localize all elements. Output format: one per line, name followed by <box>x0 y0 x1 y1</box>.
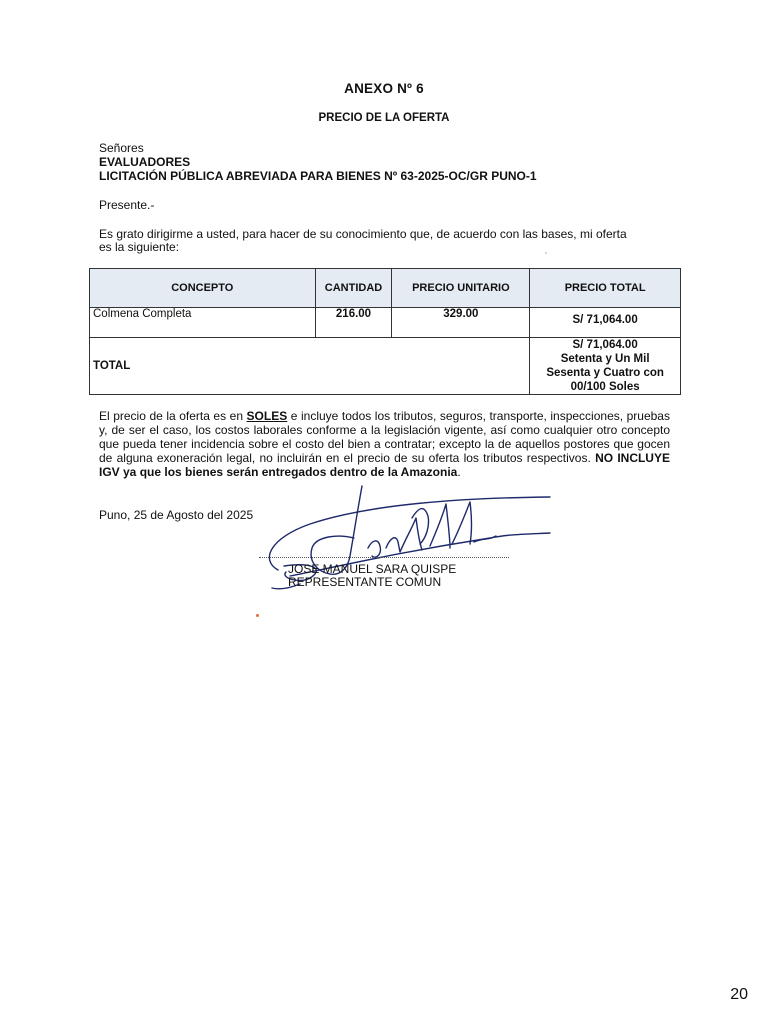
total-words-1: Setenta y Un Mil <box>560 353 650 365</box>
intro-line-1: Es grato dirigirme a usted, para hacer de su conocimiento que, de acuerdo con las bases, mi oferta <box>99 227 627 241</box>
signer-block <box>288 563 456 589</box>
signer-role: REPRESENTANTE COMUN <box>288 575 442 589</box>
header-precio-total: PRECIO TOTAL <box>530 269 681 308</box>
scan-speck <box>256 614 259 617</box>
cell-concepto: Colmena Completa <box>90 308 316 338</box>
tender-reference: LICITACIÓN PÚBLICA ABREVIADA PARA BIENES Nº 63-2025-OC/GR PUNO-1 <box>99 169 537 183</box>
intro-line-2: es la siguiente: <box>99 240 180 254</box>
header-cantidad: CANTIDAD <box>315 269 392 308</box>
total-words-2: Sesenta y Cuatro con <box>546 367 664 379</box>
terms-end: . <box>457 465 461 479</box>
terms-part-2: e incluye todos los tributos, seguros, transporte, inspecciones, pruebas y, de ser el caso, los costos laborales conforme a la legislación vigente, así como cualquier otro concepto que pueda tener incidencia sobre el costo del bien a contratar; excepto la de aquellos postores que gocen de alguna exoneración legal, no incluirán en el precio de su oferta los tributos respectivos. <box>99 409 670 465</box>
annex-title: ANEXO Nº 6 <box>344 81 424 96</box>
header-concepto: CONCEPTO <box>90 269 316 308</box>
offer-table <box>89 268 681 395</box>
table-header-row <box>90 269 681 308</box>
terms-igv-note: NO INCLUYE IGV ya que los bienes serán entregados dentro de la Amazonia <box>99 451 670 479</box>
terms-part-1: El precio de la oferta es en <box>99 409 247 423</box>
document-subtitle: PRECIO DE LA OFERTA <box>318 112 450 124</box>
page-number: 20 <box>730 986 748 1003</box>
currency-soles: SOLES <box>246 409 288 423</box>
total-amount: S/ 71,064.00 <box>572 339 638 351</box>
header-precio-unitario: PRECIO UNITARIO <box>392 269 530 308</box>
signer-name: JOSE MANUEL SARA QUISPE <box>288 562 457 576</box>
signature-line <box>259 557 509 558</box>
cell-precio-total: S/ 71,064.00 <box>530 308 681 338</box>
salutation: Señores <box>99 141 144 155</box>
terms-paragraph <box>99 409 670 479</box>
cell-cantidad: 216.00 <box>315 308 392 338</box>
cell-precio-unitario: 329.00 <box>392 308 530 338</box>
total-words-3: 00/100 Soles <box>570 381 640 393</box>
presente-line: Presente.- <box>99 198 155 212</box>
addressee: EVALUADORES <box>99 155 191 169</box>
total-label: TOTAL <box>90 338 530 395</box>
place-date: Puno, 25 de Agosto del 2025 <box>99 508 254 522</box>
table-row <box>90 308 681 338</box>
total-amount-cell <box>530 338 681 395</box>
scan-speck <box>545 252 547 254</box>
total-row <box>90 338 681 395</box>
